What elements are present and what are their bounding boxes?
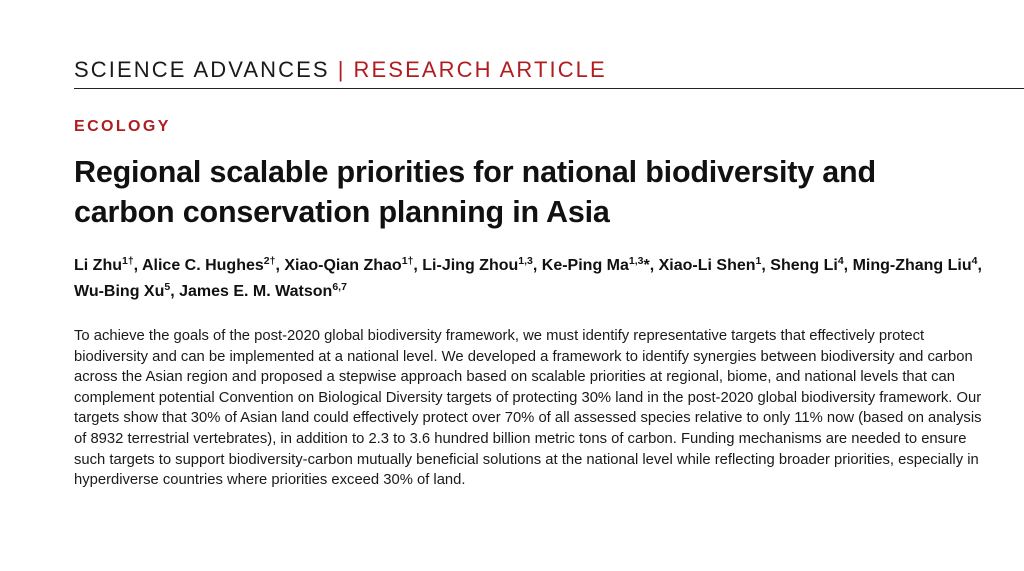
author-affiliation: 1,3 [628,255,644,267]
masthead-separator: | [337,57,346,82]
author[interactable]: Alice C. Hughes$^{2\dagger}$ [141,255,276,274]
author[interactable]: Sheng Li$^4$ [770,255,844,274]
author-affiliation: 5 [164,281,171,293]
author[interactable]: Ke-Ping Ma$^{1,3}$ [541,255,644,274]
journal-masthead [74,56,1024,89]
author-affiliation: 1 [755,255,762,267]
author-affiliation: 1† [401,255,414,267]
author[interactable]: Xiao-Li Shen$^1$ [658,255,762,274]
article-type: RESEARCH ARTICLE [353,57,607,82]
author[interactable]: Wu-Bing Xu$^5$ [74,281,171,300]
author-affiliation: 2† [263,255,276,267]
abstract: To achieve the goals of the post-2020 global biodiversity framework, we must identify representative targets that effectively protect biodiversity and can be implemented at a national level. We developed a framework to identify synergies between biodiversity and carbon across the Asian region and proposed a stepwise approach based on scalable priorities at regional, biome, and national levels that can complement potential Convention on Biological Diversity targets of protecting 30% land in the post-2020 global biodiversity framework. Our targets show that 30% of Asian land could effectively protect over 70% of all assessed species relative to only 11% now (based on analysis of 8932 terrestrial vertebrates), in addition to 2.3 to 3.6 hundred billion metric tons of carbon. Funding mechanisms are needed to ensure such targets to support biodiversity-carbon mutually beneficial solutions at the national level while reflecting broader priorities, especially in hyperdiverse countries where priorities exceed 30% of land. [74,328,982,489]
article-title: Regional scalable priorities for national biodiversity and carbon conservation planning in Asia [74,155,876,229]
journal-name: SCIENCE ADVANCES [74,57,330,82]
author[interactable]: Xiao-Qian Zhao$^{1\dagger}$ [284,255,414,274]
author-affiliation: 6,7 [332,281,347,293]
author[interactable]: Li Zhu$^{1\dagger}$ [74,255,134,274]
author-affiliation: 1† [121,255,134,267]
section-label: ECOLOGY [74,118,171,135]
author-affiliation: 4 [837,255,844,267]
author[interactable]: Li-Jing Zhou$^{1,3}$ [422,255,533,274]
author[interactable]: Ming-Zhang Liu$^4$ [852,255,978,274]
author-affiliation: 4 [971,255,978,267]
author-affiliation: 1,3 [518,255,533,267]
author-list: Li Zhu$^{1\dagger}$, Alice C. Hughes$^{2\dagger}$, Xiao-Qian Zhao$^{1\dagger}$, Li-Jing Zhou$^{1,3}$, Ke-Ping Ma$^{1,3}$*, Xiao-Li Shen$^1$, Sheng Li$^4$, Ming-Zhang Liu$^4$, Wu-Bing Xu$^5$, James E. M. Watson$^{6,7}$ [74,255,982,300]
author[interactable]: James E. M. Watson$^{6,7}$ [179,281,347,300]
